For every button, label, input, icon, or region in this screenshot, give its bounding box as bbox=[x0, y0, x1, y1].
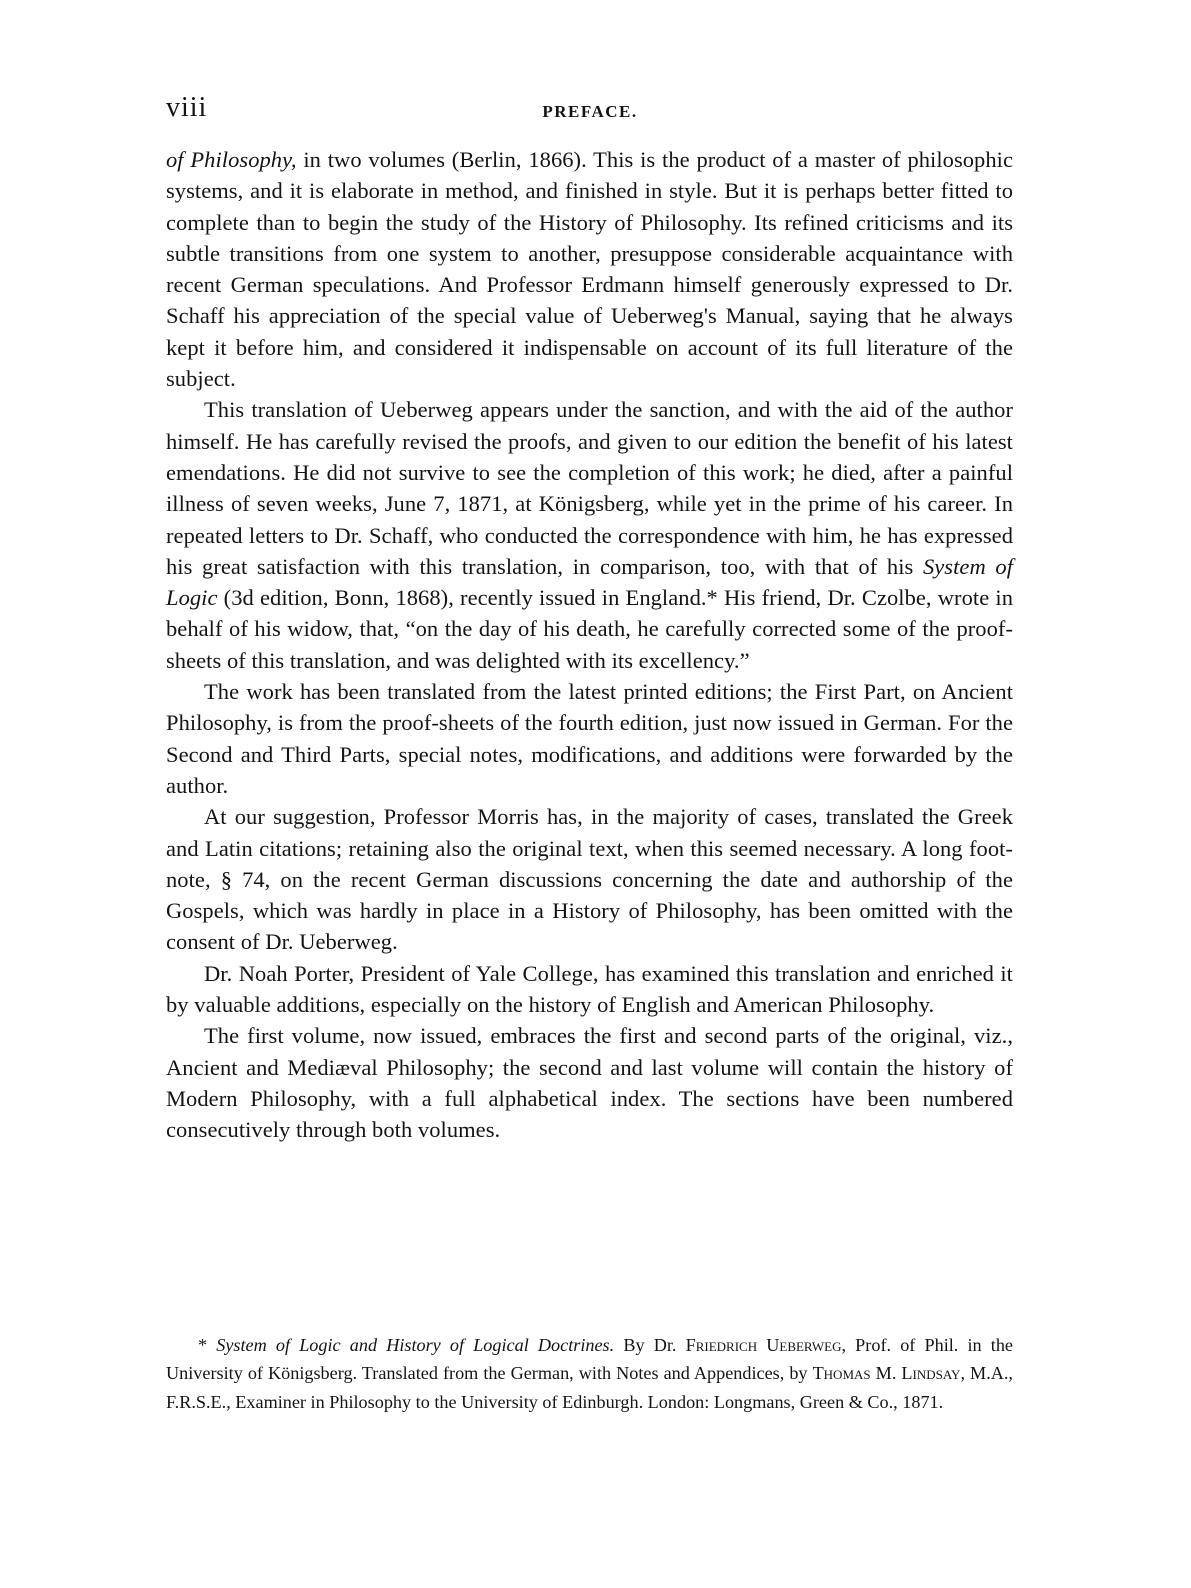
paragraph-2-text-a: This translation of Ueberweg appears under the sanction, and with the aid of the author himself. He has carefully revised the proofs, and given to our edition the benefit of his latest emendations. He did not survive to see the completion of this work; he died, after a painful illness of seven weeks, June 7, 1871, at Königsberg, while yet in the prime of his career. In repeated letters to Dr. Schaff, who conducted the correspondence with him, he has expressed his great satisfaction with this translation, in comparison, too, with that of his bbox=[166, 397, 1013, 579]
footnote-title: System of Logic and History of Logical Doctrines. bbox=[216, 1335, 615, 1355]
footnote-text-2: , M.A., F.R.S.E., Examiner in Philosophy to the University of Edinburgh. London: Longmans, Green & Co., 1871. bbox=[166, 1363, 1013, 1412]
footnote-translator: Thomas M. Lindsay bbox=[812, 1363, 961, 1384]
system-of-logic-italic: System of Logic bbox=[166, 553, 1013, 611]
paragraph-2-text-b: (3d edition, Bonn, 1868), recently issued in England.* His friend, Dr. Czolbe, wrote in behalf of his widow, that, “on the day of his death, he carefully corrected some of the proof-sheets of this translation, and was delighted with its excellency.” bbox=[166, 585, 1013, 673]
paragraph-6: The first volume, now issued, embraces the first and second parts of the original, viz., Ancient and Mediæval Philosophy; the second and last volume will contain the history of Modern Philosophy, with a full alphabetical index. The sections have been numbered consecutively through both volumes. bbox=[166, 1023, 1013, 1143]
footnote-text-1: , Prof. of Phil. in the University of Königsberg. Translated from the German, with Notes and Appendices, by bbox=[166, 1335, 1014, 1384]
paragraph-5: Dr. Noah Porter, President of Yale College, has examined this translation and enriched it by valuable additions, especially on the history of English and American Philosophy. bbox=[166, 960, 1013, 1018]
footnote-marker: * bbox=[198, 1335, 217, 1355]
paragraph-2 bbox=[166, 394, 1013, 676]
paragraph-1 bbox=[166, 144, 1013, 394]
paragraph-3: The work has been translated from the latest printed editions; the First Part, on Ancient Philosophy, is from the proof-sheets of the fourth edition, just now issued in German. For the Second and Third Parts, special notes, modifications, and additions were forwarded by the author. bbox=[166, 679, 1013, 798]
paragraph-1-text: in two volumes (Berlin, 1866). This is the product of a master of philosophic systems, and it is elaborate in method, and finished in style. But it is perhaps better fitted to complete than to begin the study of the History of Philosophy. Its refined criticisms and its subtle transitions from one system to another, presuppose considerable acquaintance with recent German speculations. And Professor Erdmann himself generously expressed to Dr. Schaff his appreciation of the special value of Ueberweg's Manual, saying that he always kept it before him, and considered it indispensable on account of its full literature of the subject. bbox=[166, 147, 1013, 392]
running-title: PREFACE. bbox=[542, 102, 638, 121]
body-text bbox=[166, 144, 1013, 1146]
footnote-author: Friedrich Ueberweg bbox=[685, 1335, 842, 1355]
footnote bbox=[166, 1331, 1013, 1416]
footnote-by: By Dr. bbox=[614, 1335, 686, 1355]
page-number: viii bbox=[166, 92, 208, 123]
book-title-italic: of Philosophy, bbox=[166, 147, 297, 172]
running-head bbox=[162, 92, 1018, 128]
paragraph-4: At our suggestion, Professor Morris has, in the majority of cases, translated the Greek and Latin citations; retaining also the original text, when this seemed necessary. A long foot-note, § 74, on the recent German discussions concerning the date and authorship of the Gospels, which was hardly in place in a History of Philosophy, has been omitted with the consent of Dr. Ueberweg. bbox=[166, 804, 1013, 955]
